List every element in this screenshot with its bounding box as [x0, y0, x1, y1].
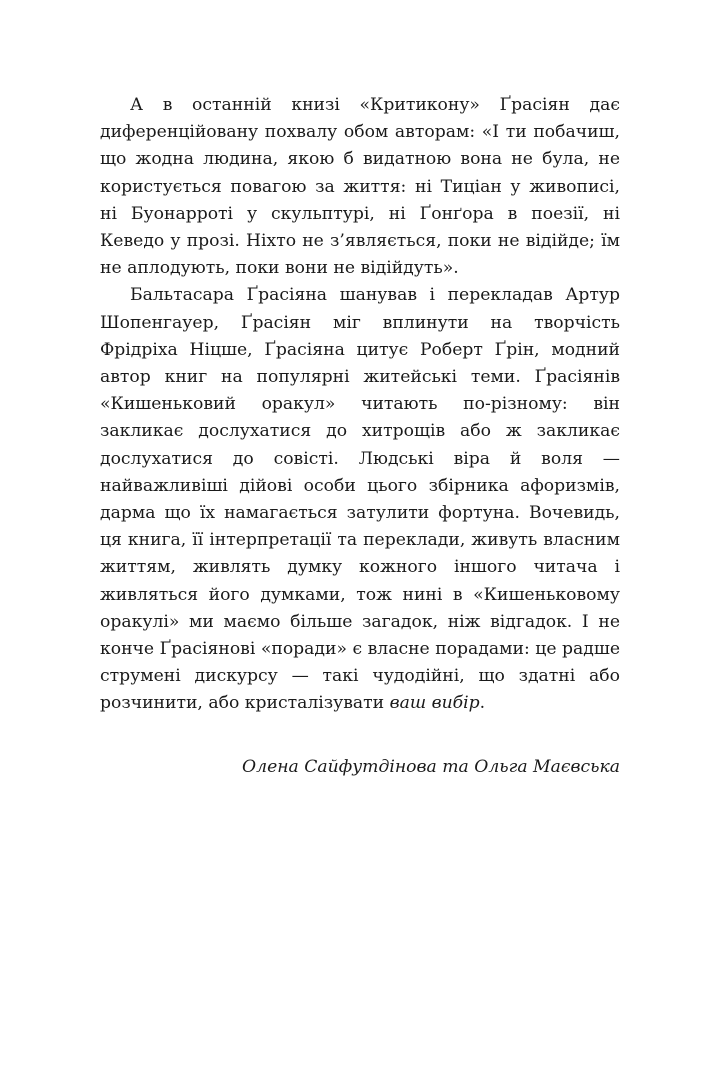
- paragraph-1-text: А в останній книзі «Критикону» Ґрасіян дає диференційовану похвалу обом авторам: «І ти побачиш, що жодна людина, якою б видатною вона не була, не користується повагою за життя: ні Тиціан у живописі, ні Буонарроті у скульптурі, ні Ґонґора в поезії, ні Кеведо у прозі. Ніхто не з’являється, поки не відійде; їм не аплодують, поки вони не відійдуть».: [100, 95, 620, 279]
- paragraph-2: [100, 282, 620, 717]
- paragraph-1: [100, 92, 620, 282]
- paragraph-2-end: .: [479, 693, 486, 714]
- paragraph-2-emphasis: ваш вибір: [389, 693, 480, 714]
- paragraph-2-text: Бальтасара Ґрасіяна шанував і перекладав Артур Шопенгауер, Ґрасіян міг вплинути на творчість Фрідріха Ніцше, Ґрасіяна цитує Роберт Ґрін, модний автор книг на популярні житейські теми. Ґрасіянів «Кишеньковий оракул» читають по-різному: він закликає дослухатися до хитрощів або ж закликає дослухатися до совісті. Людські віра й воля — найважливіші дійові особи цього збірника афоризмів, дарма що їх намагається затулити фортуна. Вочевидь, ця книга, її інтерпретації та переклади, живуть власним життям, живлять думку кожного іншого читача і живляться його думками, тож нині в «Кишеньковому оракулі» ми маємо більше загадок, ніж відгадок. І не конче Ґрасіянові «поради» є власне порадами: це радше струмені дискурсу — такі чудодійні, що здатні або розчинити, або кристалізувати: [100, 285, 620, 714]
- author-signature: Олена Сайфутдінова та Ольга Маєвська: [242, 756, 620, 777]
- document-page: [100, 92, 620, 781]
